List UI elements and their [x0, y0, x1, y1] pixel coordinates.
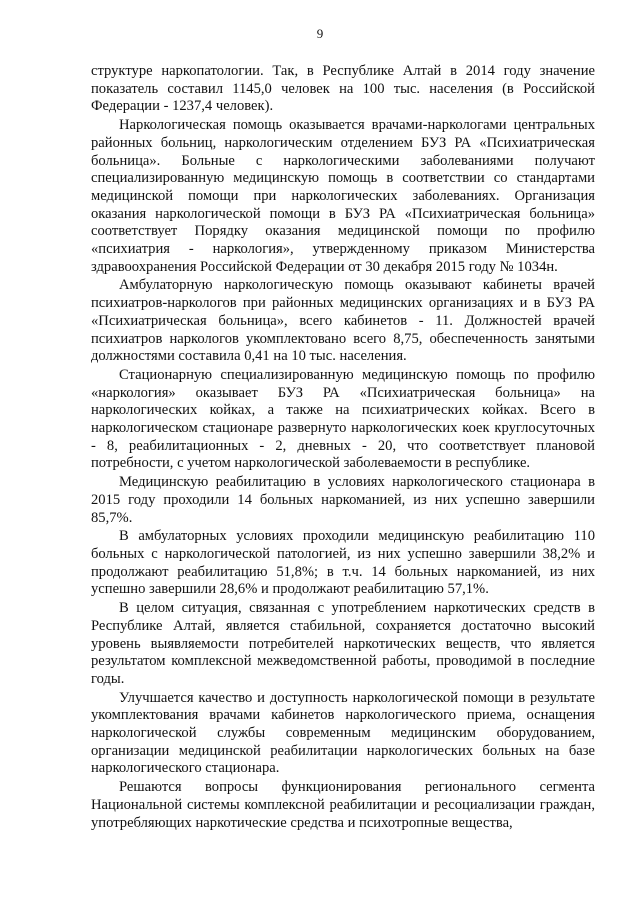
paragraph-narcological-care: Наркологическая помощь оказывается врачами-наркологами центральных районных больниц, наркологическим отделением БУЗ РА «Психиатрическая больница». Больные с наркологическими заболеваниями получают специализированную медицинскую помощь в соответствии со стандартами медицинской помощи при наркологических заболеваниях. Организация оказания наркологической помощи в БУЗ РА «Психиатрическая больница» соответствует Порядку оказания медицинской помощи по профилю «психиатрия - наркология», утвержденному приказом Министерства здравоохранения Российской Федерации от 30 декабря 2015 году № 1034н. — [91, 117, 595, 275]
page-number: 9 — [316, 26, 324, 41]
paragraph-inpatient-rehabilitation: Медицинскую реабилитацию в условиях наркологического стационара в 2015 году проходили 14 больных наркоманией, из них успешно завершили 85,7%. — [91, 474, 595, 526]
paragraph-outpatient-care: Амбулаторную наркологическую помощь оказывают кабинеты врачей психиатров-наркологов при районных медицинских организациях и в БУЗ РА «Психиатрическая больница», всего кабинетов - 11. Должностей врачей психиатров наркологов укомплектовано всего 8,75, обеспеченность занятыми должностями составила 0,41 на 10 тыс. населения. — [91, 277, 595, 365]
paragraph-continuation: структуре наркопатологии. Так, в Республике Алтай в 2014 году значение показатель составил 1145,0 человек на 100 тыс. населения (в Российской Федерации - 1237,4 человек). — [91, 63, 595, 115]
document-body — [91, 63, 595, 832]
paragraph-national-system: Решаются вопросы функционирования регионального сегмента Национальной системы комплексной реабилитации и ресоциализации граждан, употребляющих наркотические средства и психотропные вещества, — [91, 779, 595, 831]
paragraph-inpatient-care: Стационарную специализированную медицинскую помощь по профилю «наркология» оказывает БУЗ РА «Психиатрическая больница» на наркологических койках, а также на психиатрических койках. Всего в наркологическом стационаре развернуто наркологических коек круглосуточных - 8, реабилитационных - 2, дневных - 20, что соответствует плановой потребности, с учетом наркологической заболеваемости в республике. — [91, 366, 595, 472]
paragraph-overall-situation: В целом ситуация, связанная с употреблением наркотических средств в Республике Алтай, является стабильной, сохраняется достаточно высокий уровень выявляемости потребителей наркотических веществ, что является результатом комплексной межведомственной работы, проводимой в последние годы. — [91, 600, 595, 687]
paragraph-quality-improvement: Улучшается качество и доступность наркологической помощи в результате укомплектования врачами кабинетов наркологического приема, оснащения наркологической службы современным медицинским оборудованием, организации медицинской реабилитации наркологических больных на базе наркологического стационара. — [91, 689, 595, 777]
paragraph-outpatient-rehabilitation: В амбулаторных условиях проходили медицинскую реабилитацию 110 больных с наркологической патологией, из них успешно завершили 38,2% и продолжают реабилитацию 51,8%; в т.ч. 14 больных наркоманией, из них успешно завершили 28,6% и продолжают реабилитацию 57,1%. — [91, 528, 595, 598]
